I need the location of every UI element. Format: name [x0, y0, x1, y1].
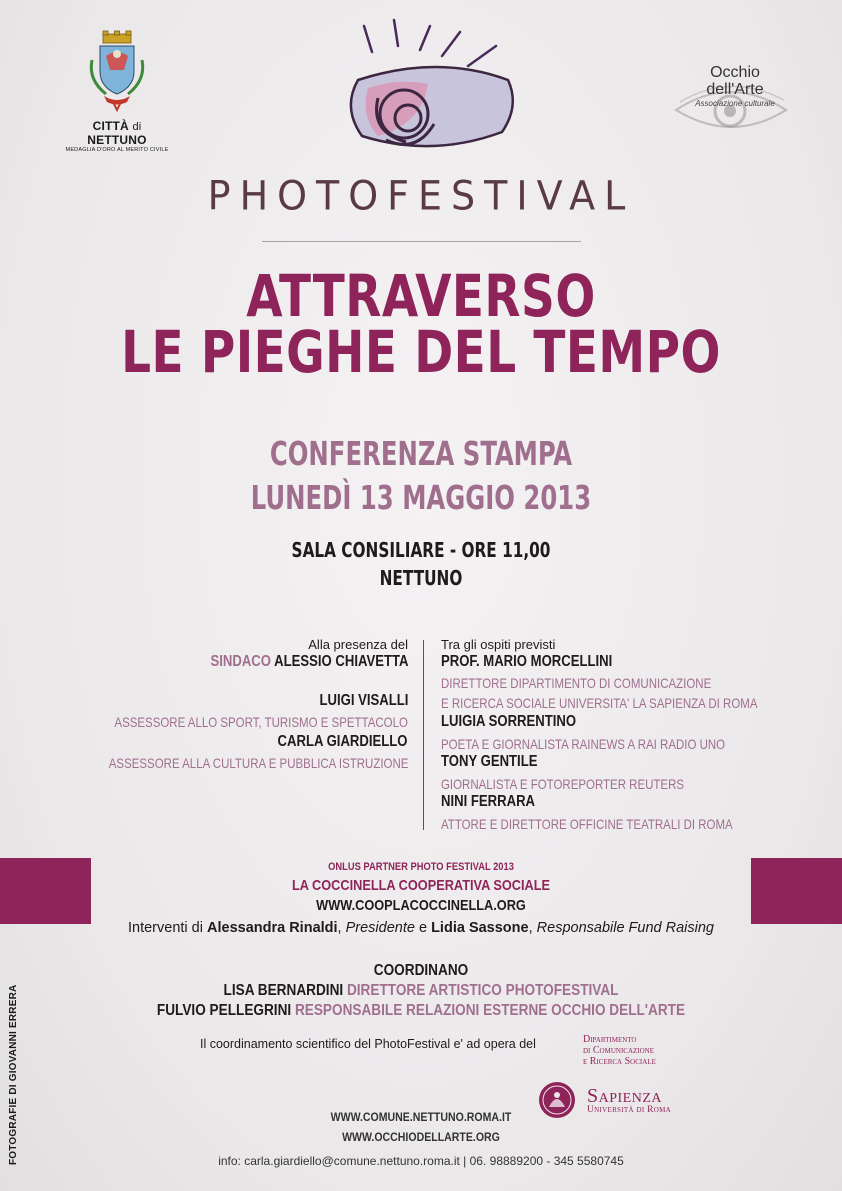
guest-sorrentino-name: LUIGIA SORRENTINO — [441, 713, 577, 730]
guest-giardiello-name: CARLA GIARDIELLO — [278, 733, 408, 750]
guest-ferrara-role: ATTORE E DIRETTORE OFFICINE TEATRALI DI ROMA — [441, 816, 733, 832]
interventions: Interventi di Alessandra Rinaldi, Presidente e Lidia Sassone, Responsabile Fund Raising — [128, 920, 714, 936]
city-coat-of-arms-icon — [84, 30, 150, 112]
city-subtitle: MEDAGLIA D'ORO AL MERITO CIVILE — [65, 147, 169, 153]
guest-morcellini-role1: DIRETTORE DIPARTIMENTO DI COMUNICAZIONE — [441, 675, 712, 691]
oa-line1: Occhio — [710, 64, 760, 81]
venue-line1: SALA CONSILIARE - ORE 11,00 — [291, 538, 551, 562]
photo-credit-text: FOTOGRAFIE DI GIOVANNI ERRERA — [8, 984, 19, 1165]
guest-visalli-role: ASSESSORE ALLO SPORT, TURISMO E SPETTACOLO — [114, 714, 408, 730]
coordinator-pellegrini — [63, 1002, 779, 1020]
scientific-note: Il coordinamento scientifico del PhotoFestival e' ad opera del — [200, 1037, 536, 1051]
title-line1: ATTRAVERSO — [246, 262, 596, 330]
city-name-word: CITTÀ — [92, 119, 129, 133]
partner-name: LA COCCINELLA COOPERATIVA SOCIALE — [291, 877, 551, 894]
occhio-arte-logo — [660, 64, 810, 108]
venue-line2: NETTUNO — [379, 566, 463, 590]
partner-label: ONLUS PARTNER PHOTO FESTIVAL 2013 — [328, 861, 514, 873]
city-logo — [62, 30, 172, 153]
coordination-label: COORDINANO — [373, 962, 469, 979]
coordinator-pellegrini-role: RESPONSABILE RELAZIONI ESTERNE OCCHIO DELL'ARTE — [294, 1002, 686, 1019]
guest-visalli-name: LUIGI VISALLI — [319, 692, 408, 709]
conference-date: LUNEDÌ 13 MAGGIO 2013 — [250, 478, 592, 517]
department-line3: e Ricerca Sociale — [583, 1056, 656, 1067]
coordinator-bernardini-role: DIRETTORE ARTISTICO PHOTOFESTIVAL — [346, 982, 619, 999]
title-line2: LE PIEGHE DEL TEMPO — [121, 318, 721, 386]
coordinator-bernardini — [63, 982, 779, 1000]
guest-morcellini-role2: E RICERCA SOCIALE UNIVERSITA' LA SAPIENZA DI ROMA — [441, 695, 758, 711]
left-intro: Alla presenza del — [308, 637, 408, 652]
partner-url: WWW.COOPLACOCCINELLA.ORG — [316, 897, 526, 914]
interventions-and: e — [418, 920, 428, 936]
guest-morcellini-name: PROF. MARIO MORCELLINI — [441, 653, 613, 670]
oa-line2: dell'Arte — [706, 81, 764, 98]
title-divider — [262, 241, 581, 242]
coordinator-pellegrini-name: FULVIO PELLEGRINI — [156, 1002, 292, 1019]
speaker-sassone-role: Responsabile Fund Raising — [536, 920, 714, 936]
speaker-rinaldi-role: Presidente — [345, 920, 415, 936]
speaker-rinaldi: Alessandra Rinaldi — [207, 920, 338, 936]
guest-sorrentino-role: POETA E GIORNALISTA RAINEWS A RAI RADIO UNO — [441, 736, 726, 752]
department-logo — [583, 1034, 656, 1067]
column-divider — [423, 640, 424, 830]
interventions-prefix: Interventi di — [128, 920, 203, 936]
conference-line1: CONFERENZA STAMPA — [269, 434, 573, 473]
coordinator-bernardini-name: LISA BERNARDINI — [223, 982, 344, 999]
speaker-sassone: Lidia Sassone — [431, 920, 529, 936]
city-name-end: NETTUNO — [87, 133, 147, 147]
link-comune-nettuno[interactable]: WWW.COMUNE.NETTUNO.ROMA.IT — [330, 1110, 512, 1124]
sapienza-subtitle: Università di Roma — [587, 1105, 672, 1115]
department-line2: di Comunicazione — [583, 1045, 654, 1056]
mayor-name: ALESSIO CHIAVETTA — [273, 653, 408, 670]
photofestival-lens-icon — [328, 18, 528, 168]
oa-line3: Associazione culturale — [695, 99, 775, 108]
city-name-di: di — [132, 121, 142, 133]
mayor-role: SINDACO — [209, 653, 271, 670]
guest-gentile-name: TONY GENTILE — [441, 753, 538, 770]
festival-name: PHOTOFESTIVAL — [207, 172, 635, 220]
department-line1: Dipartimento — [583, 1034, 637, 1045]
contact-info: info: carla.giardiello@comune.nettuno.roma.it | 06. 98889200 - 345 5580745 — [218, 1154, 624, 1168]
mayor-line — [210, 653, 408, 671]
guest-ferrara-name: NINI FERRARA — [441, 793, 536, 810]
city-name — [62, 119, 172, 147]
guest-giardiello-role: ASSESSORE ALLA CULTURA E PUBBLICA ISTRUZIONE — [108, 755, 408, 771]
guest-gentile-role: GIORNALISTA E FOTOREPORTER REUTERS — [441, 776, 685, 792]
photo-credit — [8, 984, 26, 1165]
link-occhio-arte[interactable]: WWW.OCCHIODELLARTE.ORG — [342, 1130, 500, 1144]
right-intro: Tra gli ospiti previsti — [441, 637, 556, 652]
sapienza-name: Sapienza — [587, 1085, 663, 1107]
